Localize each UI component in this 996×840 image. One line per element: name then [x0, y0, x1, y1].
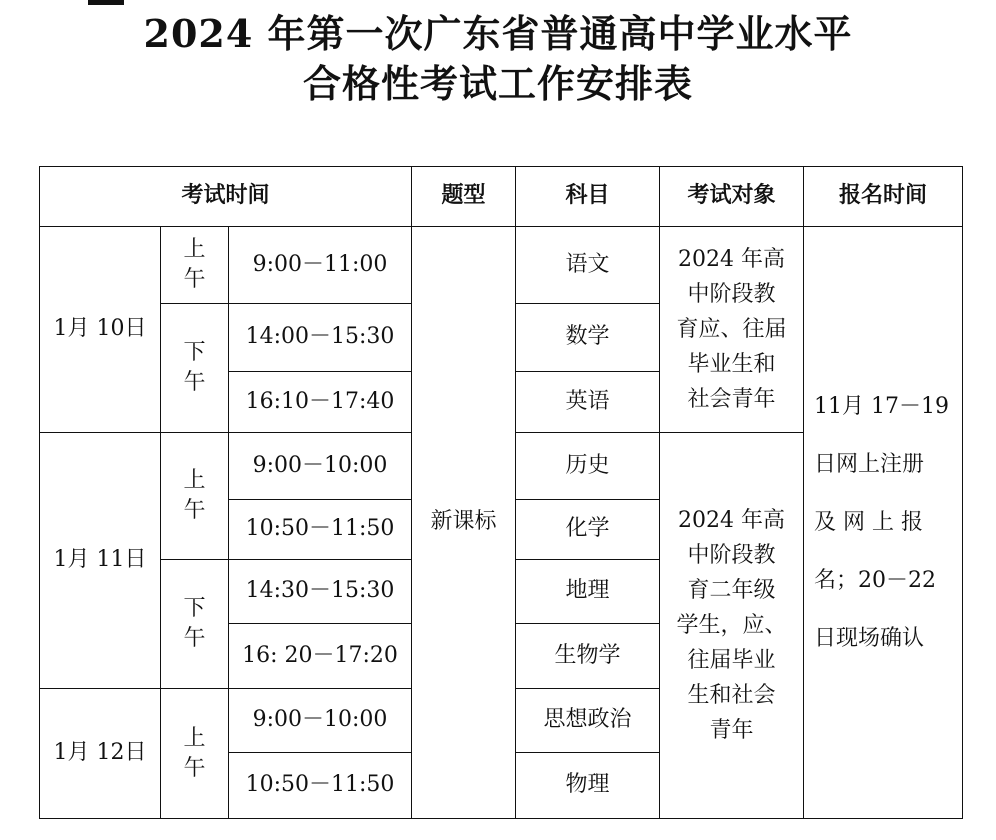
- subject-cell: 历史: [516, 433, 660, 500]
- question-type-cell: 新课标: [412, 227, 516, 819]
- registration-line: 11月 17－19: [814, 393, 949, 419]
- subject-cell: 思想政治: [516, 689, 660, 753]
- exam-target-cell-1: [660, 227, 804, 433]
- cropped-text-fragment: [88, 0, 124, 5]
- exam-schedule-table: [39, 166, 963, 819]
- date-cell: 1月 12日: [40, 689, 161, 819]
- header-question-type: 题型: [412, 167, 516, 227]
- header-exam-time: 考试时间: [40, 167, 412, 227]
- exam-target-line: 2024 年高: [678, 508, 785, 533]
- subject-cell: 物理: [516, 753, 660, 819]
- time-cell: 10:50－11:50: [229, 500, 412, 560]
- time-cell: 16:10－17:40: [229, 372, 412, 433]
- exam-target-line: 育应、往届: [676, 317, 787, 342]
- time-cell: 14:00－15:30: [229, 304, 412, 372]
- exam-target-line: 学生，应、: [676, 613, 787, 638]
- subject-cell: 生物学: [516, 624, 660, 689]
- header-exam-target: 考试对象: [660, 167, 804, 227]
- period-cell: [161, 227, 229, 304]
- exam-target-line: 2024 年高: [678, 247, 785, 272]
- period-label-pm: 下午: [183, 596, 206, 651]
- exam-target-cell-2: [660, 433, 804, 819]
- time-cell: 9:00－10:00: [229, 433, 412, 500]
- time-cell: 10:50－11:50: [229, 753, 412, 819]
- registration-line: 日网上注册: [814, 451, 925, 477]
- exam-target-line: 中阶段教: [687, 543, 776, 568]
- subject-cell: 语文: [516, 227, 660, 304]
- period-label-am: 上午: [183, 468, 206, 523]
- period-label-pm: 下午: [183, 340, 206, 395]
- page-title-line-1: 2024 年第一次广东省普通高中学业水平: [143, 11, 853, 56]
- period-cell: [161, 433, 229, 560]
- time-cell: 9:00－10:00: [229, 689, 412, 753]
- page-title-line-2: 合格性考试工作安排表: [302, 61, 693, 106]
- subject-cell: 数学: [516, 304, 660, 372]
- subject-cell: 化学: [516, 500, 660, 560]
- registration-line: 及 网 上 报: [814, 509, 923, 535]
- header-registration-time: 报名时间: [804, 167, 963, 227]
- time-cell: 16: 20－17:20: [229, 624, 412, 689]
- exam-target-line: 育二年级: [687, 578, 776, 603]
- period-cell: [161, 560, 229, 689]
- period-label-am: 上午: [183, 725, 206, 781]
- subject-cell: 地理: [516, 560, 660, 624]
- period-cell: [161, 689, 229, 819]
- registration-time-cell: [804, 227, 963, 819]
- header-row: [40, 167, 963, 227]
- time-cell: 14:30－15:30: [229, 560, 412, 624]
- date-cell: 1月 10日: [40, 227, 161, 433]
- period-label-am: 上午: [183, 237, 206, 292]
- registration-line: 名；20－22: [814, 567, 936, 593]
- time-cell: 9:00－11:00: [229, 227, 412, 304]
- date-cell: 1月 11日: [40, 433, 161, 689]
- period-cell: [161, 304, 229, 433]
- exam-target-line: 生和社会: [687, 683, 776, 708]
- exam-target-line: 往届毕业: [687, 648, 776, 673]
- exam-target-line: 社会青年: [687, 387, 776, 412]
- exam-target-line: 中阶段教: [687, 282, 776, 307]
- subject-cell: 英语: [516, 372, 660, 433]
- registration-line: 日现场确认: [814, 625, 925, 651]
- exam-target-line: 毕业生和: [687, 352, 776, 377]
- exam-target-line: 青年: [709, 718, 754, 743]
- header-subject: 科目: [516, 167, 660, 227]
- table-row: [40, 227, 963, 304]
